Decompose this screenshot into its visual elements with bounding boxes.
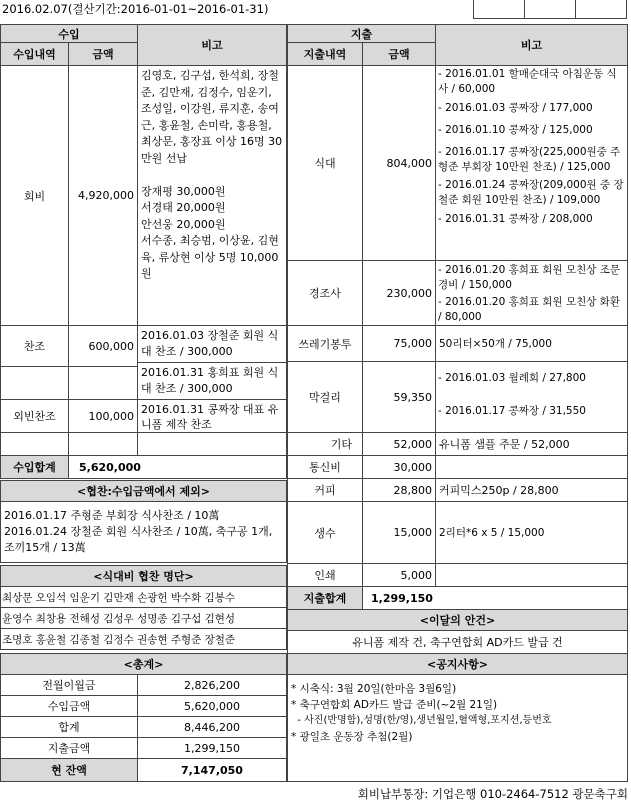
expense-total-value: 1,299,150 — [362, 586, 628, 610]
income-item-sponsorship: 찬조 — [0, 325, 69, 367]
expense-total-label: 지출합계 — [287, 586, 363, 610]
expense-note-line: - 2016.01.10 콩짜장 / 125,000 — [438, 124, 593, 136]
expense-note-telecom — [435, 455, 628, 479]
income-amount-guest-sponsorship: 100,000 — [68, 399, 138, 433]
income-total-value: 5,620,000 — [68, 455, 287, 479]
meal-sponsors-row: 윤영수 최창용 전해성 김성우 성명종 김구섭 김현성 — [0, 607, 287, 629]
expense-note-line: - 2016.01.20 홍희표 회원 모친상 조문경비 / 150,000 — [438, 264, 621, 291]
notice-line: * 축구연합회 AD카드 발급 준비(~2월 21일) — [291, 699, 498, 711]
income-note-sponsorship-1: 2016.01.03 장철준 회원 식대 찬조 / 300,000 — [137, 325, 287, 363]
income-empty-cell — [0, 432, 69, 456]
income-empty-cell — [0, 366, 69, 400]
summary-value-income: 5,620,000 — [137, 695, 287, 717]
expense-note-line: - 2016.01.20 홍희표 회원 모친상 화환 / 80,000 — [438, 296, 621, 323]
expense-col-amount: 금액 — [362, 42, 436, 66]
income-amount-sponsorship: 600,000 — [68, 325, 138, 367]
expense-note-water: 2리터*6 x 5 / 15,000 — [435, 501, 628, 564]
expense-note-line: - 2016.01.01 할매순대국 아침운동 식사 / 60,000 — [438, 68, 617, 95]
expense-col-note: 비고 — [435, 24, 628, 66]
expense-note-coffee: 커피믹스250p / 28,800 — [435, 478, 628, 502]
header-box-1 — [473, 0, 525, 19]
expense-item-makgeolli: 막걸리 — [287, 361, 363, 433]
summary-value-expense: 1,299,150 — [137, 737, 287, 759]
expense-item-event: 경조사 — [287, 260, 363, 326]
income-note-dues: 김영호, 김구섭, 한석희, 장철준, 김만재, 김정수, 임운기, 조성일, 이강원, 류지훈, 송여근, 홍윤철, 손미락, 홍용철, 최상문, 홍장표 이상 16명 30만원 선납 장재평 30,000원 서경태 20,000원 안선웅 20,000원 서수종, 최승범, 이상윤, 김현육, 류상현 이상 5명 10,000원 — [137, 65, 287, 326]
income-empty-cell — [68, 432, 138, 456]
notice-body — [287, 674, 628, 782]
meal-sponsors-row: 조명호 홍윤철 김종철 김정수 권송현 주형준 장철준 — [0, 628, 287, 650]
notice-line: * 광일초 운동장 추첨(2월) — [291, 731, 413, 743]
date-period: 2016.02.07(결산기간:2016-01-01~2016-01-31) — [2, 2, 269, 16]
expense-note-line: - 2016.01.17 콩짜장 / 31,550 — [438, 405, 586, 417]
expense-note-event — [435, 260, 628, 326]
expense-amount-makgeolli: 59,350 — [362, 361, 436, 433]
expense-note-meal — [435, 65, 628, 261]
summary-value-carryover: 2,826,200 — [137, 674, 287, 696]
bank-account-info: 회비납부통장: 기업은행 010-2464-7512 광문축구회 — [357, 787, 628, 801]
expense-item-coffee: 커피 — [287, 478, 363, 502]
expense-item-print: 인쇄 — [287, 563, 363, 587]
expense-note-line: - 2016.01.31 콩짜장 / 208,000 — [438, 213, 593, 225]
income-amount-dues: 4,920,000 — [68, 65, 138, 326]
income-col-amount: 금액 — [68, 42, 138, 66]
expense-col-item: 지출내역 — [287, 42, 363, 66]
income-title: 수입 — [0, 24, 138, 43]
income-note-guest-sponsorship: 2016.01.31 콩짜장 대표 유니폼 제작 찬조 — [137, 399, 287, 433]
expense-note-line: - 2016.01.03 콩짜장 / 177,000 — [438, 102, 593, 114]
expense-item-telecom: 통신비 — [287, 455, 363, 479]
expense-note-line: - 2016.01.03 월례회 / 27,800 — [438, 372, 586, 384]
income-item-dues: 회비 — [0, 65, 69, 326]
header-box-2 — [524, 0, 576, 19]
income-empty-cell — [137, 432, 287, 456]
income-item-guest-sponsorship: 외빈찬조 — [0, 399, 69, 433]
summary-title: <총계> — [0, 653, 287, 675]
summary-value-balance: 7,147,050 — [137, 758, 287, 782]
summary-value-sum: 8,446,200 — [137, 716, 287, 738]
expense-note-trash: 50리터×50개 / 75,000 — [435, 325, 628, 362]
notice-line: * 시축식: 3월 20일(한마음 3월6일) — [291, 683, 457, 695]
income-empty-cell — [68, 366, 138, 400]
expense-note-line: - 2016.01.24 콩짜장(209,000원 중 장철준 회원 10만원 찬조) / 109,000 — [438, 179, 624, 206]
sponsor-lines: 2016.01.17 주형준 부회장 식사찬조 / 10萬 2016.01.24 장철준 회원 식사찬조 / 10萬, 축구공 1개, 조끼15개 / 13萬 — [0, 501, 287, 563]
meal-sponsors-title: <식대비 협찬 명단> — [0, 565, 287, 587]
agenda-text: 유니폼 제작 건, 축구연합회 AD카드 발급 건 — [287, 630, 628, 654]
expense-amount-coffee: 28,800 — [362, 478, 436, 502]
expense-note-etc: 유니폼 샘플 주문 / 52,000 — [435, 432, 628, 456]
expense-item-meal: 식대 — [287, 65, 363, 261]
header-box-3 — [575, 0, 627, 19]
sponsor-title: <협찬:수입금액에서 제외> — [0, 480, 287, 502]
expense-note-line: - 2016.01.17 콩짜장(225,000원중 주형준 부회장 10만원 찬조) / 125,000 — [438, 146, 621, 173]
notice-line: - 사진(반명함),성명(한/영),생년월일,혈액형,포지션,등번호 — [291, 715, 552, 726]
expense-amount-telecom: 30,000 — [362, 455, 436, 479]
summary-label-sum: 합계 — [0, 716, 138, 738]
income-total-label: 수입합계 — [0, 455, 69, 479]
expense-amount-event: 230,000 — [362, 260, 436, 326]
expense-amount-meal: 804,000 — [362, 65, 436, 261]
expense-amount-print: 5,000 — [362, 563, 436, 587]
notice-title: <공지사항> — [287, 653, 628, 675]
expense-title: 지출 — [287, 24, 436, 43]
expense-amount-water: 15,000 — [362, 501, 436, 564]
income-note-sponsorship-2: 2016.01.31 홍희표 회원 식대 찬조 / 300,000 — [137, 362, 287, 400]
expense-note-makgeolli — [435, 361, 628, 433]
expense-note-print — [435, 563, 628, 587]
income-col-note: 비고 — [137, 24, 287, 66]
meal-sponsors-row: 최상문 오임석 임운기 김만재 손광헌 박수화 김봉수 — [0, 586, 287, 608]
expense-item-water: 생수 — [287, 501, 363, 564]
summary-label-income: 수입금액 — [0, 695, 138, 717]
expense-amount-etc: 52,000 — [362, 432, 436, 456]
summary-label-carryover: 전월이월금 — [0, 674, 138, 696]
expense-item-etc: 기타 — [287, 432, 363, 456]
expense-item-trash: 쓰레기봉투 — [287, 325, 363, 362]
summary-label-balance: 현 잔액 — [0, 758, 138, 782]
agenda-title: <이달의 안건> — [287, 609, 628, 631]
summary-label-expense: 지출금액 — [0, 737, 138, 759]
income-col-item: 수입내역 — [0, 42, 69, 66]
expense-amount-trash: 75,000 — [362, 325, 436, 362]
